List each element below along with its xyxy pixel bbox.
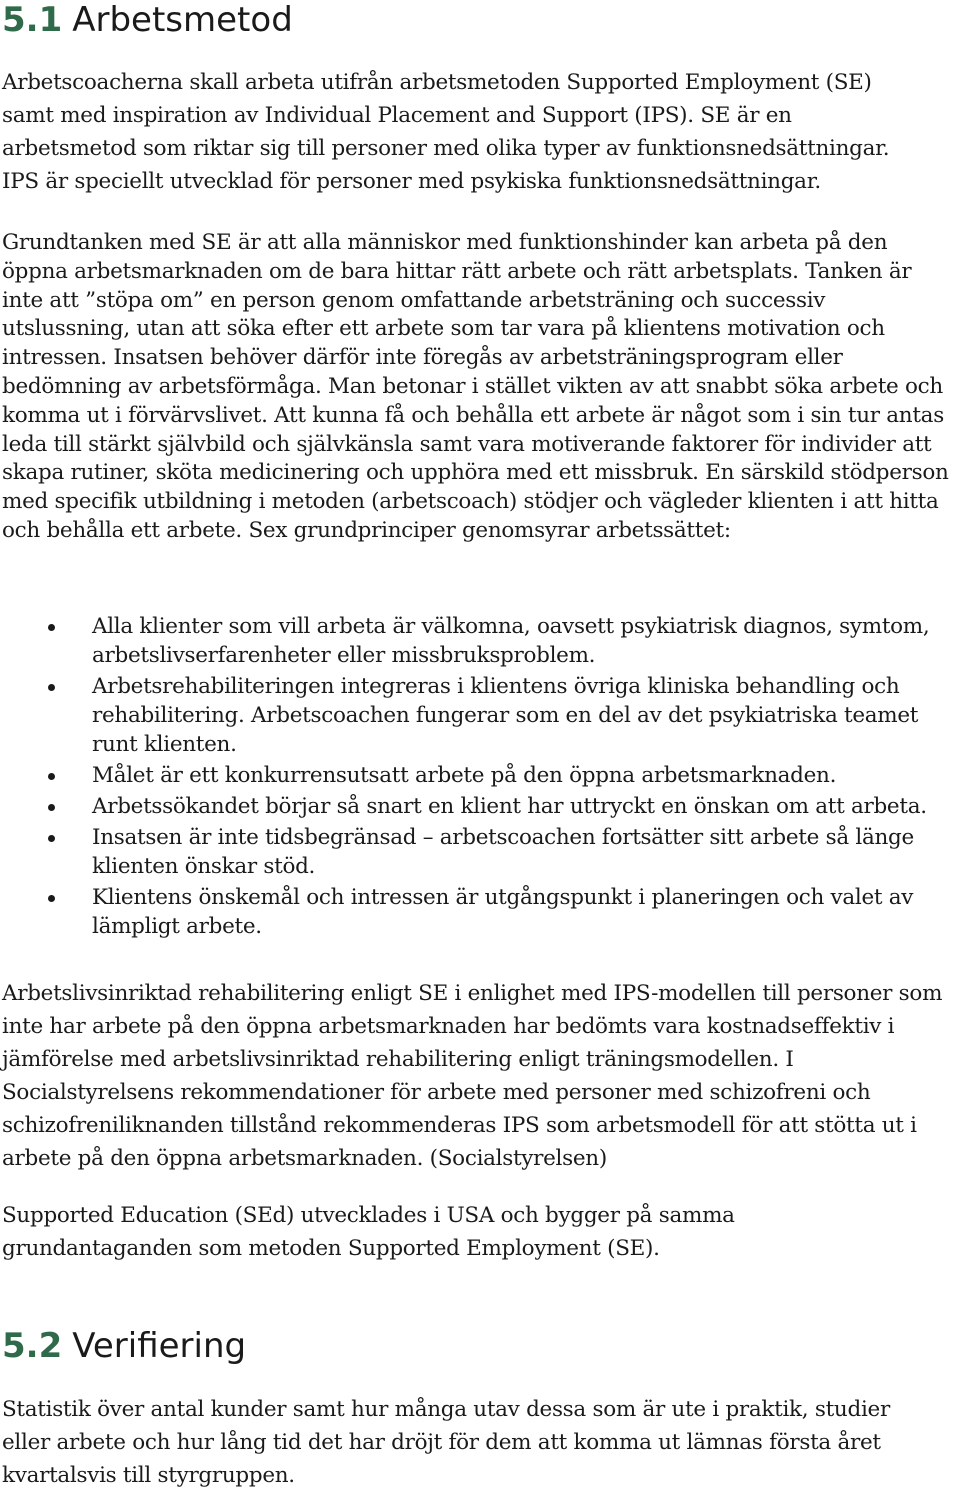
list-item — [2, 612, 958, 670]
list-item-text: Arbetsrehabiliteringen integreras i klientens övriga kliniska behandling och rehabilitering. Arbetscoachen fungerar som en del av det psykiatriska teamet runt klienten. — [92, 674, 919, 757]
bullet-icon — [48, 804, 55, 811]
evidence-paragraph: Arbetslivsinriktad rehabilitering enligt SE i enlighet med IPS-modellen till personer som inte har arbete på den öppna arbetsmarknaden har bedömts vara kostnadseffektiv i jämförelse med arbetslivsinriktad rehabilitering enligt träningsmodellen. I Socialstyrelsens rekommendationer för arbete med personer med schizofreni och schizofreniliknanden tillstånd rekommenderas IPS som arbetsmodell för att stötta ut i arbete på den öppna arbetsmarknaden. (Socialstyrelsen) — [2, 981, 943, 1171]
verification-paragraph: Statistik över antal kunder samt hur många utav dessa som är ute i praktik, studier eller arbete och hur lång tid det har dröjt för dem att komma ut lämnas första året kvartalsvis till styrgruppen. — [2, 1397, 890, 1488]
list-item — [2, 883, 958, 941]
bullet-icon — [48, 835, 55, 842]
section-heading-verifiering — [2, 1326, 246, 1366]
principles-list — [2, 612, 958, 943]
bullet-icon — [48, 624, 55, 631]
section-number: 5.1 — [2, 0, 63, 40]
list-item-text: Målet är ett konkurrensutsatt arbete på den öppna arbetsmarknaden. — [92, 763, 837, 788]
bullet-icon — [48, 773, 55, 780]
section-title: Arbetsmetod — [72, 0, 293, 40]
list-item — [2, 761, 958, 790]
intro-paragraph: Arbetscoacherna skall arbeta utifrån arbetsmetoden Supported Employment (SE) samt med inspiration av Individual Placement and Support (IPS). SE är en arbetsmetod som riktar sig till personer med olika typer av funktionsnedsättningar. IPS är speciellt utvecklad för personer med psykiska funktionsnedsättningar. — [2, 70, 890, 194]
method-paragraph: Grundtanken med SE är att alla människor med funktionshinder kan arbeta på den öppna arbetsmarknaden om de bara hittar rätt arbete och rätt arbetsplats. Tanken är inte att ”stöpa om” en person genom omfattande arbetsträning och successiv utslussning, utan att söka efter ett arbete som tar vara på klientens motivation och intressen. Insatsen behöver därför inte föregås av arbetsträningsprogram eller bedömning av arbetsförmåga. Man betonar i stället vikten av att snabbt söka arbete och komma ut i förvärvslivet. Att kunna få och behålla ett arbete är något som i sin tur antas leda till stärkt självbild och självkänsla samt vara motiverande faktorer för individer att skapa rutiner, sköta medicinering och upphöra med ett missbruk. En särskild stödperson med specifik utbildning i metoden (arbetscoach) stödjer och vägleder klienten i att hitta och behålla ett arbete. Sex grundprinciper genomsyrar arbetssättet: — [2, 230, 949, 543]
list-item-text: Arbetssökandet börjar så snart en klient har uttryckt en önskan om att arbeta. — [92, 794, 927, 819]
list-item — [2, 792, 958, 821]
list-item — [2, 823, 958, 881]
section-title: Verifiering — [72, 1326, 247, 1366]
education-paragraph: Supported Education (SEd) utvecklades i USA och bygger på samma grundantaganden som metoden Supported Employment (SE). — [2, 1203, 735, 1261]
bullet-icon — [48, 895, 55, 902]
list-item-text: Insatsen är inte tidsbegränsad – arbetscoachen fortsätter sitt arbete så länge klienten önskar stöd. — [92, 825, 914, 879]
bullet-icon — [48, 684, 55, 691]
section-number: 5.2 — [2, 1326, 63, 1366]
list-item-text: Klientens önskemål och intressen är utgångspunkt i planeringen och valet av lämpligt arbete. — [92, 885, 914, 939]
list-item-text: Alla klienter som vill arbeta är välkomna, oavsett psykiatrisk diagnos, symtom, arbetslivserfarenheter eller missbruksproblem. — [92, 614, 930, 668]
list-item — [2, 672, 958, 759]
section-heading-arbetsmetod — [2, 0, 293, 40]
